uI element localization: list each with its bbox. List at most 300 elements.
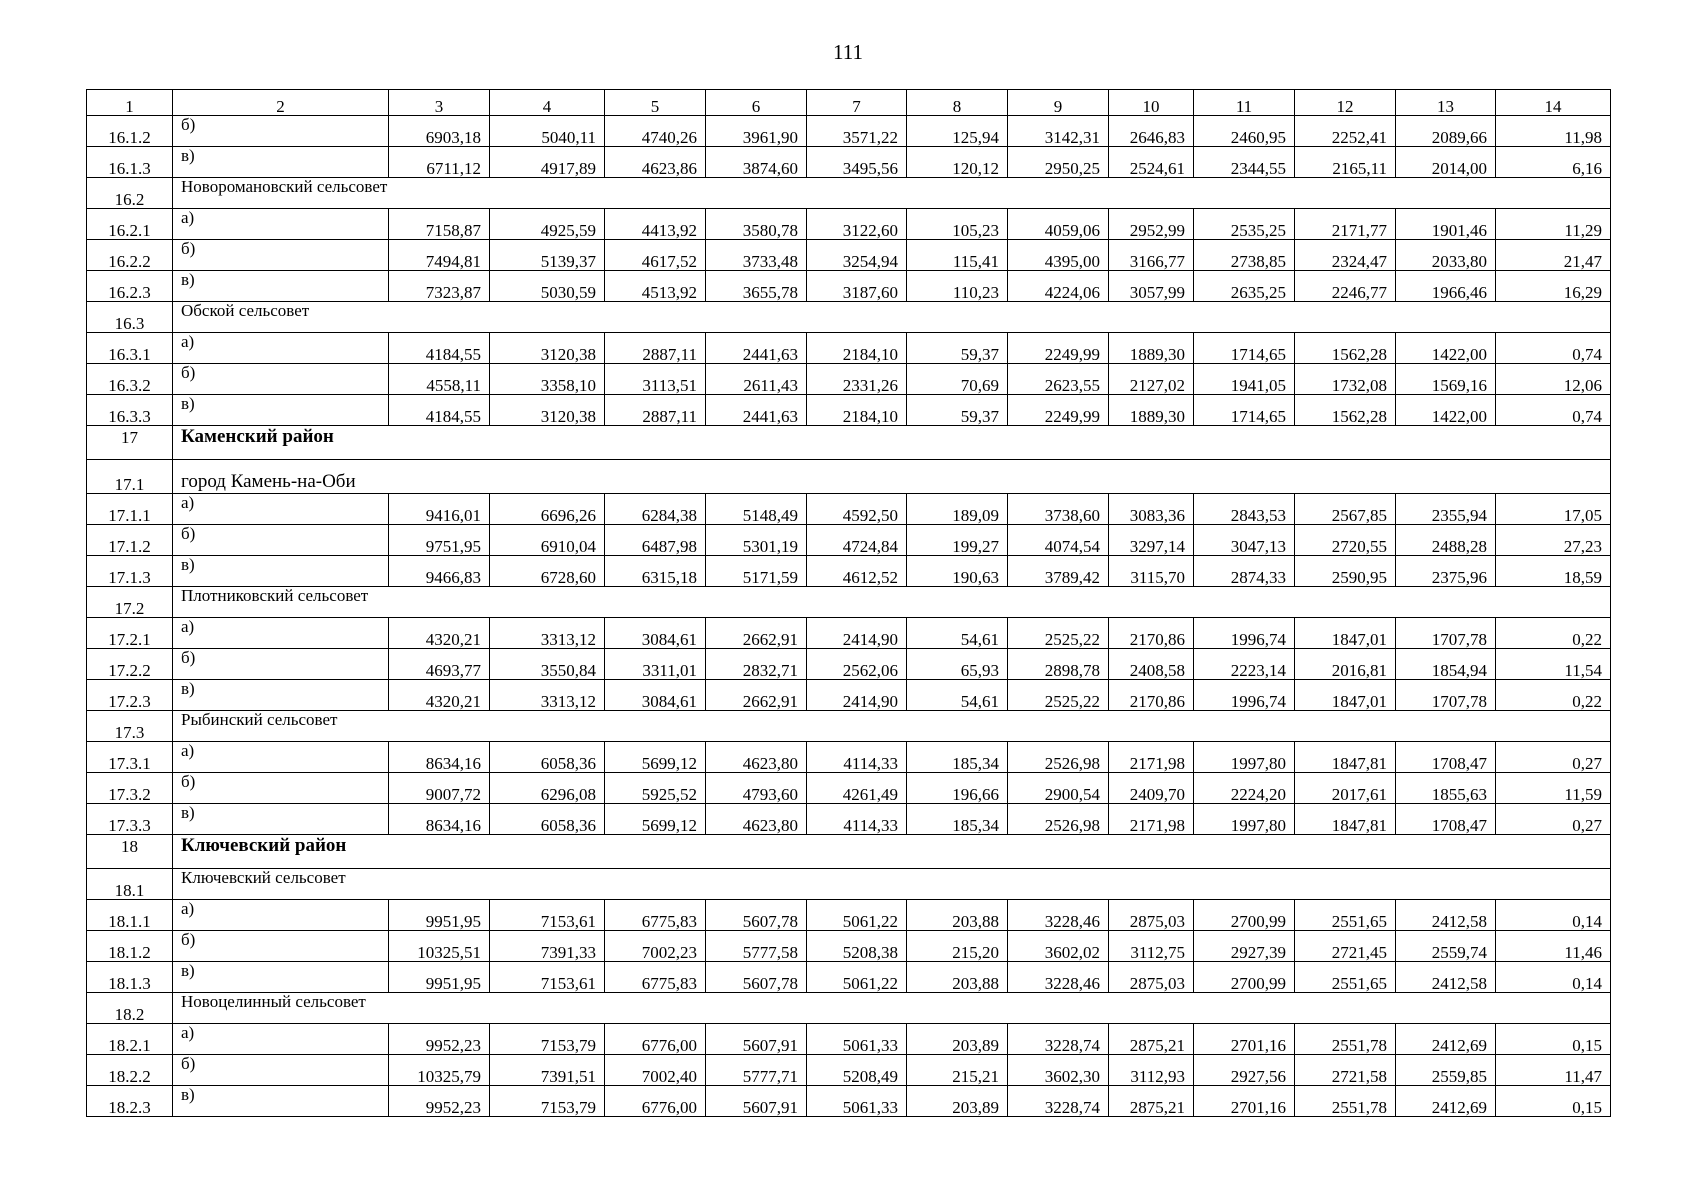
value-cell: 8634,16 (389, 742, 490, 773)
value-cell: 11,46 (1496, 931, 1611, 962)
value-cell: 4740,26 (605, 116, 706, 147)
page-number: 111 (833, 40, 863, 64)
value-cell: 70,69 (907, 364, 1008, 395)
value-cell: 3084,61 (605, 618, 706, 649)
value-cell: 2033,80 (1396, 240, 1496, 271)
value-cell: 215,21 (907, 1055, 1008, 1086)
value-cell: 5699,12 (605, 804, 706, 835)
value-cell: 2874,33 (1194, 556, 1295, 587)
value-cell: 6711,12 (389, 147, 490, 178)
section-code: 17.2 (87, 587, 173, 618)
value-cell: 3113,51 (605, 364, 706, 395)
row-code: 18.2.1 (87, 1024, 173, 1055)
column-header: 2 (173, 90, 389, 116)
value-cell: 6058,36 (490, 742, 605, 773)
row-variant: а) (173, 742, 389, 773)
value-cell: 5139,37 (490, 240, 605, 271)
value-cell: 3187,60 (807, 271, 907, 302)
row-variant: а) (173, 209, 389, 240)
value-cell: 5208,38 (807, 931, 907, 962)
value-cell: 12,06 (1496, 364, 1611, 395)
value-cell: 2952,99 (1109, 209, 1194, 240)
value-cell: 11,59 (1496, 773, 1611, 804)
value-cell: 1997,80 (1194, 742, 1295, 773)
settlement-title: город Камень-на-Оби (173, 460, 1611, 494)
row-code: 17.2.1 (87, 618, 173, 649)
value-cell: 1708,47 (1396, 804, 1496, 835)
value-cell: 2720,55 (1295, 525, 1396, 556)
value-cell: 2408,58 (1109, 649, 1194, 680)
column-header: 11 (1194, 90, 1295, 116)
column-header: 5 (605, 90, 706, 116)
value-cell: 3112,75 (1109, 931, 1194, 962)
value-cell: 3084,61 (605, 680, 706, 711)
value-cell: 4623,80 (706, 742, 807, 773)
row-variant: в) (173, 680, 389, 711)
section-code: 18.2 (87, 993, 173, 1024)
value-cell: 3495,56 (807, 147, 907, 178)
table-row (87, 364, 1611, 395)
settlement-row (87, 460, 1611, 494)
value-cell: 120,12 (907, 147, 1008, 178)
value-cell: 2623,55 (1008, 364, 1109, 395)
column-header: 1 (87, 90, 173, 116)
value-cell: 3358,10 (490, 364, 605, 395)
settlement-title: Новоромановский сельсовет (173, 178, 1611, 209)
value-cell: 1422,00 (1396, 395, 1496, 426)
value-cell: 4224,06 (1008, 271, 1109, 302)
value-cell: 5208,49 (807, 1055, 907, 1086)
value-cell: 3120,38 (490, 395, 605, 426)
value-cell: 2252,41 (1295, 116, 1396, 147)
row-variant: а) (173, 618, 389, 649)
value-cell: 3228,74 (1008, 1024, 1109, 1055)
value-cell: 7391,33 (490, 931, 605, 962)
row-code: 16.3.3 (87, 395, 173, 426)
table-row (87, 931, 1611, 962)
value-cell: 2223,14 (1194, 649, 1295, 680)
row-code: 18.1.2 (87, 931, 173, 962)
column-header-row (87, 90, 1611, 116)
value-cell: 2414,90 (807, 618, 907, 649)
value-cell: 4558,11 (389, 364, 490, 395)
value-cell: 1562,28 (1295, 395, 1396, 426)
row-variant: б) (173, 931, 389, 962)
row-code: 16.1.2 (87, 116, 173, 147)
value-cell: 2331,26 (807, 364, 907, 395)
value-cell: 0,14 (1496, 900, 1611, 931)
value-cell: 5061,22 (807, 962, 907, 993)
value-cell: 203,88 (907, 900, 1008, 931)
value-cell: 189,09 (907, 494, 1008, 525)
value-cell: 1562,28 (1295, 333, 1396, 364)
value-cell: 3254,94 (807, 240, 907, 271)
value-cell: 3602,30 (1008, 1055, 1109, 1086)
value-cell: 2127,02 (1109, 364, 1194, 395)
row-variant: в) (173, 962, 389, 993)
value-cell: 2246,77 (1295, 271, 1396, 302)
value-cell: 203,88 (907, 962, 1008, 993)
value-cell: 2375,96 (1396, 556, 1496, 587)
value-cell: 2567,85 (1295, 494, 1396, 525)
value-cell: 4592,50 (807, 494, 907, 525)
value-cell: 3313,12 (490, 618, 605, 649)
value-cell: 3602,02 (1008, 931, 1109, 962)
row-code: 18.2.2 (87, 1055, 173, 1086)
value-cell: 110,23 (907, 271, 1008, 302)
value-cell: 7494,81 (389, 240, 490, 271)
value-cell: 4074,54 (1008, 525, 1109, 556)
value-cell: 2551,78 (1295, 1024, 1396, 1055)
value-cell: 7158,87 (389, 209, 490, 240)
table-row (87, 1055, 1611, 1086)
row-variant: а) (173, 900, 389, 931)
value-cell: 1708,47 (1396, 742, 1496, 773)
settlement-title: Рыбинский сельсовет (173, 711, 1611, 742)
value-cell: 1707,78 (1396, 618, 1496, 649)
value-cell: 5301,19 (706, 525, 807, 556)
value-cell: 1997,80 (1194, 804, 1295, 835)
value-cell: 4261,49 (807, 773, 907, 804)
value-cell: 3311,01 (605, 649, 706, 680)
value-cell: 4320,21 (389, 618, 490, 649)
table-row (87, 742, 1611, 773)
table-row (87, 271, 1611, 302)
value-cell: 1569,16 (1396, 364, 1496, 395)
value-cell: 2089,66 (1396, 116, 1496, 147)
value-cell: 1714,65 (1194, 333, 1295, 364)
district-row (87, 426, 1611, 460)
value-cell: 1847,01 (1295, 680, 1396, 711)
row-variant: в) (173, 1086, 389, 1117)
value-cell: 2355,94 (1396, 494, 1496, 525)
value-cell: 2927,56 (1194, 1055, 1295, 1086)
value-cell: 3228,74 (1008, 1086, 1109, 1117)
value-cell: 9951,95 (389, 900, 490, 931)
value-cell: 2900,54 (1008, 773, 1109, 804)
value-cell: 2414,90 (807, 680, 907, 711)
value-cell: 2843,53 (1194, 494, 1295, 525)
value-cell: 1847,81 (1295, 804, 1396, 835)
value-cell: 6284,38 (605, 494, 706, 525)
value-cell: 3789,42 (1008, 556, 1109, 587)
settlement-row (87, 178, 1611, 209)
value-cell: 185,34 (907, 804, 1008, 835)
row-variant: б) (173, 240, 389, 271)
value-cell: 0,27 (1496, 742, 1611, 773)
value-cell: 21,47 (1496, 240, 1611, 271)
value-cell: 2324,47 (1295, 240, 1396, 271)
row-variant: б) (173, 649, 389, 680)
value-cell: 11,47 (1496, 1055, 1611, 1086)
settlement-title: Плотниковский сельсовет (173, 587, 1611, 618)
value-cell: 1714,65 (1194, 395, 1295, 426)
value-cell: 5061,33 (807, 1086, 907, 1117)
value-cell: 7002,23 (605, 931, 706, 962)
table-row (87, 556, 1611, 587)
district-row (87, 835, 1611, 869)
value-cell: 2412,69 (1396, 1086, 1496, 1117)
row-variant: а) (173, 1024, 389, 1055)
settlement-row (87, 711, 1611, 742)
value-cell: 2171,98 (1109, 804, 1194, 835)
value-cell: 3738,60 (1008, 494, 1109, 525)
settlement-row (87, 587, 1611, 618)
value-cell: 2016,81 (1295, 649, 1396, 680)
value-cell: 3228,46 (1008, 962, 1109, 993)
value-cell: 2721,58 (1295, 1055, 1396, 1086)
section-code: 17.3 (87, 711, 173, 742)
value-cell: 5777,71 (706, 1055, 807, 1086)
value-cell: 3313,12 (490, 680, 605, 711)
value-cell: 5607,78 (706, 962, 807, 993)
value-cell: 4793,60 (706, 773, 807, 804)
column-header: 3 (389, 90, 490, 116)
value-cell: 4917,89 (490, 147, 605, 178)
table-row (87, 773, 1611, 804)
table-row (87, 900, 1611, 931)
section-code: 16.2 (87, 178, 173, 209)
table-row (87, 240, 1611, 271)
value-cell: 7323,87 (389, 271, 490, 302)
value-cell: 115,41 (907, 240, 1008, 271)
value-cell: 8634,16 (389, 804, 490, 835)
table-row (87, 1024, 1611, 1055)
value-cell: 4724,84 (807, 525, 907, 556)
row-variant: б) (173, 773, 389, 804)
column-header: 8 (907, 90, 1008, 116)
row-code: 17.2.2 (87, 649, 173, 680)
value-cell: 4612,52 (807, 556, 907, 587)
value-cell: 2441,63 (706, 333, 807, 364)
table-row (87, 804, 1611, 835)
value-cell: 5607,78 (706, 900, 807, 931)
value-cell: 2721,45 (1295, 931, 1396, 962)
value-cell: 3120,38 (490, 333, 605, 364)
value-cell: 2559,85 (1396, 1055, 1496, 1086)
value-cell: 1996,74 (1194, 680, 1295, 711)
table-row (87, 333, 1611, 364)
value-cell: 5171,59 (706, 556, 807, 587)
value-cell: 3112,93 (1109, 1055, 1194, 1086)
value-cell: 2887,11 (605, 395, 706, 426)
column-header: 14 (1496, 90, 1611, 116)
value-cell: 2662,91 (706, 618, 807, 649)
value-cell: 2950,25 (1008, 147, 1109, 178)
value-cell: 2165,11 (1295, 147, 1396, 178)
value-cell: 0,14 (1496, 962, 1611, 993)
value-cell: 5925,52 (605, 773, 706, 804)
value-cell: 1847,81 (1295, 742, 1396, 773)
value-cell: 0,27 (1496, 804, 1611, 835)
value-cell: 2875,21 (1109, 1086, 1194, 1117)
table-row (87, 618, 1611, 649)
value-cell: 215,20 (907, 931, 1008, 962)
value-cell: 3115,70 (1109, 556, 1194, 587)
value-cell: 9416,01 (389, 494, 490, 525)
value-cell: 6315,18 (605, 556, 706, 587)
row-code: 18.2.3 (87, 1086, 173, 1117)
value-cell: 4513,92 (605, 271, 706, 302)
value-cell: 190,63 (907, 556, 1008, 587)
table-row (87, 494, 1611, 525)
value-cell: 2887,11 (605, 333, 706, 364)
value-cell: 0,15 (1496, 1086, 1611, 1117)
value-cell: 6487,98 (605, 525, 706, 556)
value-cell: 3580,78 (706, 209, 807, 240)
value-cell: 3655,78 (706, 271, 807, 302)
value-cell: 54,61 (907, 680, 1008, 711)
value-cell: 2611,43 (706, 364, 807, 395)
row-variant: в) (173, 556, 389, 587)
row-variant: б) (173, 116, 389, 147)
value-cell: 2170,86 (1109, 680, 1194, 711)
value-cell: 5061,33 (807, 1024, 907, 1055)
value-cell: 1941,05 (1194, 364, 1295, 395)
value-cell: 4617,52 (605, 240, 706, 271)
value-cell: 0,22 (1496, 680, 1611, 711)
value-cell: 185,34 (907, 742, 1008, 773)
value-cell: 0,22 (1496, 618, 1611, 649)
row-code: 17.3.1 (87, 742, 173, 773)
value-cell: 6775,83 (605, 962, 706, 993)
value-cell: 6728,60 (490, 556, 605, 587)
value-cell: 6903,18 (389, 116, 490, 147)
value-cell: 4623,86 (605, 147, 706, 178)
value-cell: 2344,55 (1194, 147, 1295, 178)
value-cell: 54,61 (907, 618, 1008, 649)
row-variant: в) (173, 395, 389, 426)
row-variant: б) (173, 525, 389, 556)
value-cell: 5607,91 (706, 1024, 807, 1055)
value-cell: 3047,13 (1194, 525, 1295, 556)
value-cell: 2927,39 (1194, 931, 1295, 962)
value-cell: 2898,78 (1008, 649, 1109, 680)
value-cell: 3142,31 (1008, 116, 1109, 147)
value-cell: 5040,11 (490, 116, 605, 147)
value-cell: 9751,95 (389, 525, 490, 556)
value-cell: 1854,94 (1396, 649, 1496, 680)
value-cell: 6775,83 (605, 900, 706, 931)
value-cell: 2559,74 (1396, 931, 1496, 962)
table-row (87, 962, 1611, 993)
value-cell: 5061,22 (807, 900, 907, 931)
value-cell: 1422,00 (1396, 333, 1496, 364)
value-cell: 2875,03 (1109, 962, 1194, 993)
value-cell: 7153,79 (490, 1086, 605, 1117)
table-row (87, 680, 1611, 711)
tariff-table (86, 89, 1611, 1117)
column-header: 10 (1109, 90, 1194, 116)
district-title: Каменский район (173, 426, 1611, 460)
value-cell: 199,27 (907, 525, 1008, 556)
value-cell: 1889,30 (1109, 395, 1194, 426)
section-code: 17.1 (87, 460, 173, 494)
value-cell: 5699,12 (605, 742, 706, 773)
value-cell: 105,23 (907, 209, 1008, 240)
value-cell: 4114,33 (807, 804, 907, 835)
value-cell: 2700,99 (1194, 962, 1295, 993)
value-cell: 6776,00 (605, 1024, 706, 1055)
value-cell: 4395,00 (1008, 240, 1109, 271)
value-cell: 2249,99 (1008, 395, 1109, 426)
column-header: 12 (1295, 90, 1396, 116)
row-code: 16.2.2 (87, 240, 173, 271)
value-cell: 9466,83 (389, 556, 490, 587)
row-code: 16.3.2 (87, 364, 173, 395)
value-cell: 4320,21 (389, 680, 490, 711)
value-cell: 6776,00 (605, 1086, 706, 1117)
settlement-title: Ключевский сельсовет (173, 869, 1611, 900)
row-variant: а) (173, 494, 389, 525)
value-cell: 2412,58 (1396, 900, 1496, 931)
settlement-title: Обской сельсовет (173, 302, 1611, 333)
value-cell: 2646,83 (1109, 116, 1194, 147)
row-code: 16.1.3 (87, 147, 173, 178)
value-cell: 2662,91 (706, 680, 807, 711)
value-cell: 4184,55 (389, 395, 490, 426)
row-code: 17.1.1 (87, 494, 173, 525)
value-cell: 65,93 (907, 649, 1008, 680)
value-cell: 7153,79 (490, 1024, 605, 1055)
settlement-title: Новоцелинный сельсовет (173, 993, 1611, 1024)
value-cell: 4623,80 (706, 804, 807, 835)
row-variant: б) (173, 364, 389, 395)
value-cell: 16,29 (1496, 271, 1611, 302)
value-cell: 1966,46 (1396, 271, 1496, 302)
value-cell: 3057,99 (1109, 271, 1194, 302)
value-cell: 2875,03 (1109, 900, 1194, 931)
row-code: 17.3.3 (87, 804, 173, 835)
table-row (87, 147, 1611, 178)
value-cell: 2525,22 (1008, 618, 1109, 649)
row-variant: в) (173, 804, 389, 835)
value-cell: 3550,84 (490, 649, 605, 680)
row-code: 17.3.2 (87, 773, 173, 804)
value-cell: 3733,48 (706, 240, 807, 271)
value-cell: 59,37 (907, 333, 1008, 364)
value-cell: 4114,33 (807, 742, 907, 773)
value-cell: 10325,51 (389, 931, 490, 962)
value-cell: 2526,98 (1008, 804, 1109, 835)
value-cell: 3961,90 (706, 116, 807, 147)
value-cell: 2171,77 (1295, 209, 1396, 240)
table-row (87, 525, 1611, 556)
value-cell: 5148,49 (706, 494, 807, 525)
value-cell: 2488,28 (1396, 525, 1496, 556)
value-cell: 11,29 (1496, 209, 1611, 240)
value-cell: 2738,85 (1194, 240, 1295, 271)
value-cell: 2590,95 (1295, 556, 1396, 587)
value-cell: 6058,36 (490, 804, 605, 835)
value-cell: 3122,60 (807, 209, 907, 240)
table-row (87, 1086, 1611, 1117)
value-cell: 6,16 (1496, 147, 1611, 178)
value-cell: 9952,23 (389, 1024, 490, 1055)
value-cell: 4059,06 (1008, 209, 1109, 240)
value-cell: 2832,71 (706, 649, 807, 680)
value-cell: 0,15 (1496, 1024, 1611, 1055)
value-cell: 2441,63 (706, 395, 807, 426)
value-cell: 3571,22 (807, 116, 907, 147)
value-cell: 9952,23 (389, 1086, 490, 1117)
value-cell: 203,89 (907, 1024, 1008, 1055)
value-cell: 18,59 (1496, 556, 1611, 587)
value-cell: 2409,70 (1109, 773, 1194, 804)
value-cell: 2551,65 (1295, 900, 1396, 931)
value-cell: 2017,61 (1295, 773, 1396, 804)
value-cell: 59,37 (907, 395, 1008, 426)
